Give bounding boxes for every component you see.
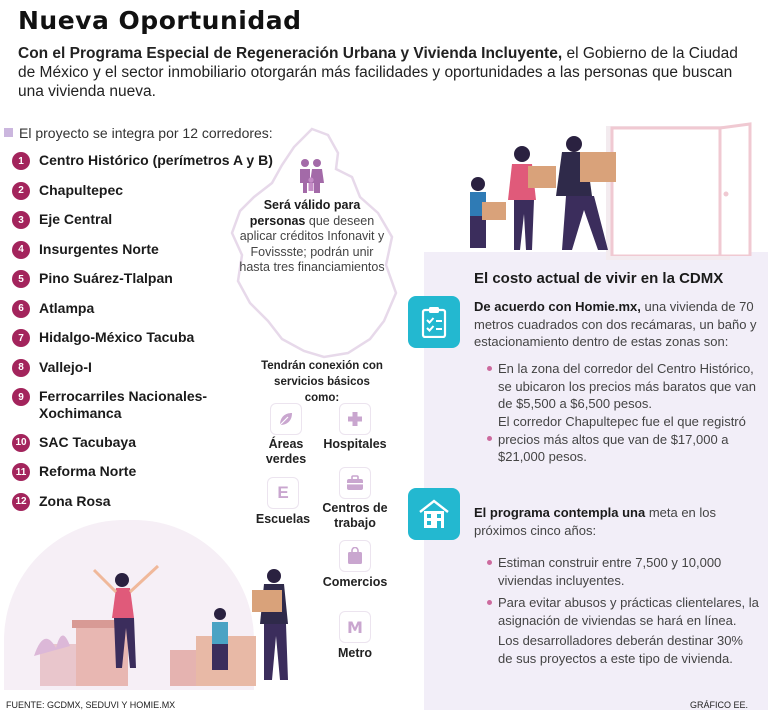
service-label-metro: Metro <box>337 646 373 660</box>
service-label-areas-verdes: Áreas verdes <box>265 437 307 466</box>
bullet-dot <box>487 560 492 565</box>
service-label-centros-trabajo: Centros de trabajo <box>322 501 388 530</box>
page-title: Nueva Oportunidad <box>18 6 302 35</box>
family-door-illustration <box>462 122 762 256</box>
corridor-label: Hidalgo-México Tacuba <box>39 329 195 345</box>
corridor-number-badge: 9 <box>12 388 30 406</box>
corridor-label: Insurgentes Norte <box>39 240 159 257</box>
corridor-label: SAC Tacubaya <box>39 433 136 450</box>
metro-icon <box>340 612 370 642</box>
briefcase-icon <box>340 468 370 498</box>
service-label-comercios: Comercios <box>322 575 388 589</box>
source-footer: FUENTE: GCDMX, SEDUVI Y HOMIE.MX <box>6 700 176 710</box>
service-label-hospitales: Hospitales <box>323 437 387 451</box>
leaf-icon <box>271 404 301 434</box>
building-icon <box>408 488 460 540</box>
intro-paragraph <box>18 44 758 101</box>
corridor-number-badge: 1 <box>12 152 30 170</box>
cost-section-title: El costo actual de vivir en la CDMX <box>474 270 724 287</box>
bullet-dot <box>487 366 492 371</box>
clipboard-checklist-icon <box>408 296 460 348</box>
program-intro <box>474 504 744 539</box>
corridor-number-badge: 5 <box>12 270 30 288</box>
corridor-number-badge: 6 <box>12 300 30 318</box>
cost-intro-rest: una vivienda de 70 metros cuadrados con dos recámaras, un baño y estacionamiento dentro de estas zonas son: <box>474 299 757 349</box>
program-bullet-2: Para evitar abusos y prácticas clientelares, la asignación de viviendas se hará en línea. <box>498 595 759 628</box>
cost-intro <box>474 298 760 351</box>
moving-family-illustration <box>20 560 310 688</box>
map-note-bold: Será válido para personas <box>249 198 361 228</box>
service-label-escuelas: Escuelas <box>255 512 311 526</box>
program-intro-bold: El programa contempla una <box>474 505 646 520</box>
corridor-number-badge: 4 <box>12 241 30 259</box>
corridor-number-badge: 3 <box>12 211 30 229</box>
corridor-label: Reforma Norte <box>39 463 137 479</box>
intro-rest: el Gobierno de la Ciudad de México y el sector inmobiliario otorgarán más facilidades y oportunidades a las personas que buscan una vivienda nueva. <box>18 45 738 100</box>
corridor-number-badge: 10 <box>12 434 30 452</box>
bullet-dot <box>487 600 492 605</box>
hospital-cross-icon <box>340 404 370 434</box>
intro-bold: Con el Programa Especial de Regeneración Urbana y Vivienda Incluyente, <box>18 45 563 62</box>
cost-bullet-2: El corredor Chapultepec fue el que registró precios más altos que van de $17,000 a $21,000 pesos. <box>498 414 746 464</box>
metro-icon-letter: M <box>347 617 363 637</box>
services-heading: Tendrán conexión con servicios básicos como: <box>261 360 383 404</box>
corridor-label: Zona Rosa <box>39 492 111 509</box>
corridor-label: Centro Histórico (perímetros A y B) <box>39 152 273 168</box>
corridor-label: Ferrocarriles Nacionales-Xochimanca <box>39 388 208 421</box>
corridor-label: Vallejo-I <box>39 358 92 375</box>
corridor-label: Atlampa <box>39 299 95 316</box>
shopping-bag-icon <box>340 541 370 571</box>
corridor-item <box>12 493 312 511</box>
corridor-label: Pino Suárez-Tlalpan <box>39 270 173 286</box>
program-bullet-1: Estiman construir entre 7,500 y 10,000 viviendas incluyentes. <box>498 555 722 588</box>
bullet-dot <box>487 436 492 441</box>
cost-bullet-1: En la zona del corredor del Centro Histórico, se ubicaron los precios más baratos que van de $5,500 a $6,500 pesos. <box>498 361 756 411</box>
family-icon <box>296 158 326 194</box>
cost-intro-bold: De acuerdo con Homie.mx, <box>474 299 641 314</box>
program-bullet-3: Los desarrolladores deberán destinar 30% de sus proyectos a este tipo de vivienda. <box>498 633 743 666</box>
corridor-number-badge: 8 <box>12 359 30 377</box>
corridor-number-badge: 12 <box>12 493 30 511</box>
corridor-number-badge: 7 <box>12 329 30 347</box>
map-note-rest: que deseen aplicar créditos Infonavit y Fovissste; podrán unir hasta tres financiamientos <box>239 213 385 274</box>
corridor-number-badge: 2 <box>12 182 30 200</box>
corridor-label: Chapultepec <box>39 181 124 198</box>
map-note <box>236 198 388 276</box>
school-icon <box>268 478 298 508</box>
square-bullet-icon <box>4 128 13 137</box>
corridors-heading-text: El proyecto se integra por 12 corredores: <box>19 125 273 141</box>
credit-footer: GRÁFICO EE. <box>690 700 749 710</box>
corridor-number-badge: 11 <box>12 463 30 481</box>
corridor-label: Eje Central <box>39 211 113 227</box>
program-intro-rest: meta en los próximos cinco años: <box>474 505 717 538</box>
school-icon-letter: E <box>277 483 289 502</box>
